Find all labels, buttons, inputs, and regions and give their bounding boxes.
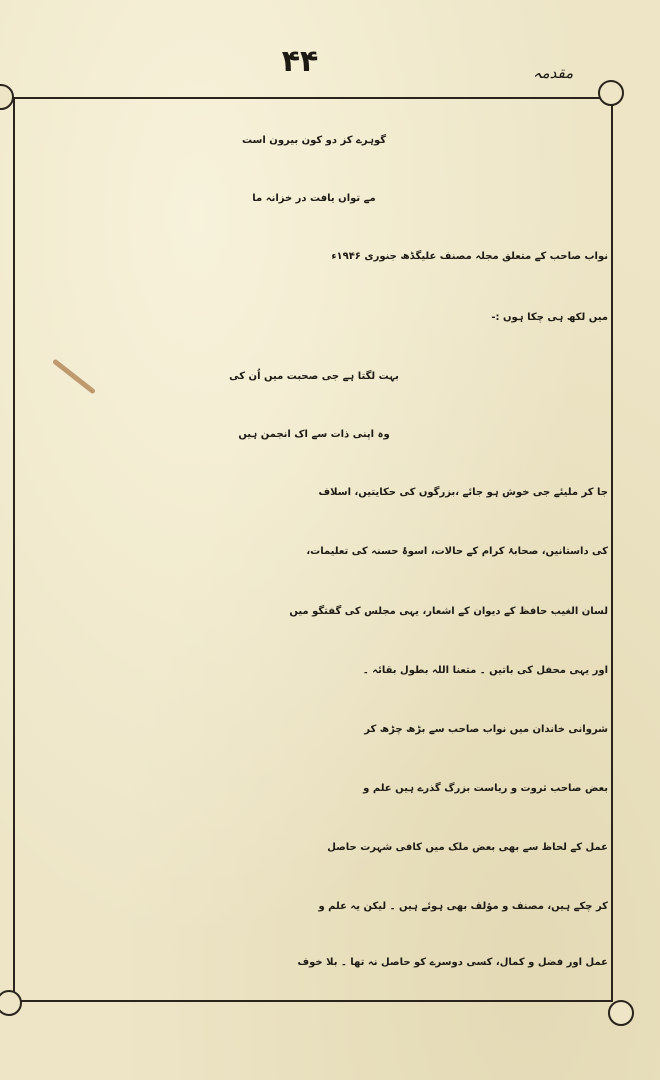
intro-line-2: میں لکھ ہی چکا ہوں :- [491, 312, 608, 323]
paragraph-2-line-4: کر چکے ہیں، مصنف و مؤلف بھی ہوئے ہیں ۔ لیکن یہ علم و [318, 901, 608, 912]
corner-ornament-bottom-left [0, 990, 22, 1016]
paragraph-2-line-3: عمل کے لحاظ سے بھی بعض ملک میں کافی شہرت حاصل [327, 842, 608, 853]
paragraph-1-line-1: جا کر ملیئے جی خوش ہو جائے ،بزرگوں کی حکایتیں، اسلاف [318, 487, 608, 498]
running-header: مقدمہ [532, 64, 574, 82]
corner-ornament-top-right [598, 80, 624, 106]
paragraph-1-line-3: لسان الغیب حافظ کے دیوان کے اشعار، یہی مجلس کی گفتگو میں [289, 606, 608, 617]
opening-verse-line-1: گوہرے کز دو کون بیرون است [241, 135, 387, 146]
paragraph-1-line-4: اور یہی محفل کی باتیں ۔ متعنا اللہ بطول بقائہ ۔ [362, 665, 608, 676]
page-number: ۴۴ [281, 44, 319, 79]
quoted-verse-line-2: وہ اپنی ذات سے اک انجمن ہیں [238, 429, 390, 440]
paragraph-2-line-2: بعض صاحب ثروت و ریاست بزرگ گذرے ہیں علم و [363, 783, 608, 794]
corner-ornament-bottom-right [608, 1000, 634, 1026]
paragraph-1-line-2: کی داستانیں، صحابۂ کرام کے حالات، اسوۂ حسنہ کی تعلیمات، [306, 546, 608, 557]
paragraph-2-line-1: شروانی خاندان میں نواب صاحب سے بڑھ چڑھ کر [364, 724, 608, 735]
intro-line-1: نواب صاحب کے متعلق مجلہ مصنف علیگڈھ جنوری ۱۹۴۶ء [331, 251, 608, 262]
corner-ornament-top-left [0, 84, 14, 110]
quoted-verse-line-1: بہت لگتا ہے جی صحبت میں اُن کی [229, 371, 399, 382]
opening-verse-line-2: مے تواں یافت در خزانہ ما [252, 193, 376, 204]
paragraph-2-line-5: عمل اور فضل و کمال، کسی دوسرے کو حاصل نہ تھا ۔ بلا خوف [297, 957, 608, 968]
